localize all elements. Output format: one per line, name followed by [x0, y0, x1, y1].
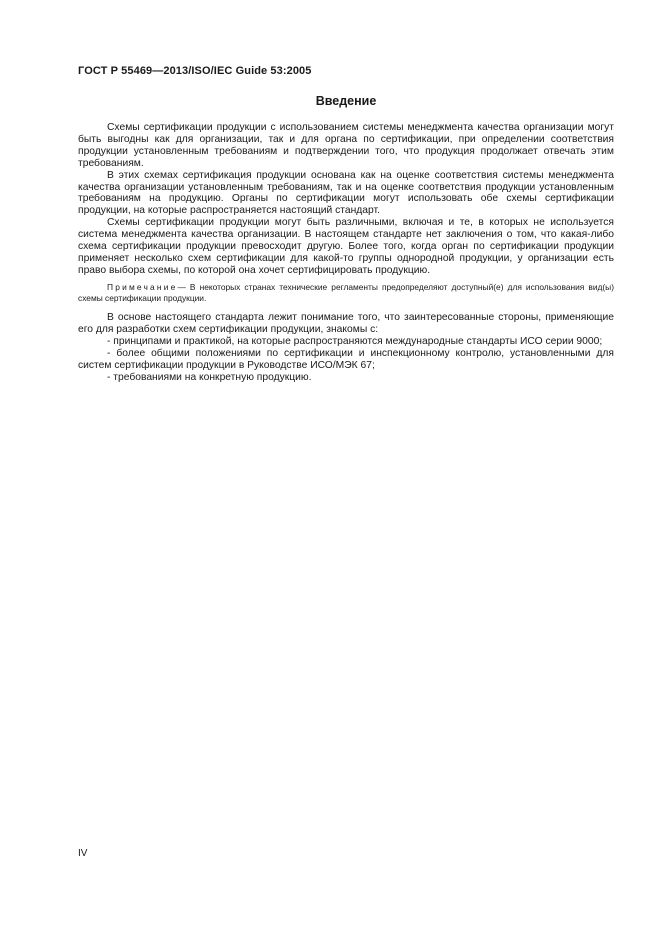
standard-designation: ГОСТ Р 55469—2013/ISO/IEC Guide 53:2005 — [78, 65, 312, 77]
list-item: - более общими положениями по сертификации и инспекционному контролю, установленными для систем сертификации продукции в Руководстве ИСО/МЭК 67; — [78, 347, 614, 371]
section-body — [78, 122, 614, 384]
paragraph: В основе настоящего стандарта лежит понимание того, что заинтересованные стороны, применяющие его для разработки схем сертификации продукции, знакомы с: — [78, 312, 614, 336]
paragraph: В этих схемах сертификация продукции основана как на оценке соответствия системы менеджмента качества организации установленным требованиям, так и на оценке соответствия продукции установленным требованиям на продукцию. Органы по сертификации могут использовать обе схемы сертификации продукции, на которые распространяется настоящий стандарт. — [78, 169, 614, 217]
note-label: Примечание — [107, 281, 178, 292]
note — [78, 282, 614, 304]
page-number: IV — [78, 848, 88, 859]
paragraph: Схемы сертификации продукции могут быть различными, включая и те, в которых не используется система менеджмента качества организации. В настоящем стандарте нет заключения о том, что какая-либо схема сертификации продукции превосходит другую. Более того, когда орган по сертификации продукции применяет несколько схем сертификации для какой-то группы однородной продукции, у организации есть право выбора схемы, по которой она хочет сертифицировать продукцию. — [78, 217, 614, 276]
list-item: - принципами и практикой, на которые распространяются международные стандарты ИСО серии 9000; — [107, 336, 603, 347]
paragraph: Схемы сертификации продукции с использованием системы менеджмента качества организации могут быть выгодны как для организации, так и для органа по сертификации, при определении соответствия продукции установленным требованиям и подтверждении того, что продукция продолжает отвечать этим требованиям. — [78, 122, 614, 169]
note-text: — В некоторых странах технические регламенты предопределяют доступный(е) для использования вид(ы) схемы сертификации продукции. — [78, 281, 614, 303]
section-title: Введение — [315, 94, 377, 108]
list-item: - требованиями на конкретную продукцию. — [107, 371, 312, 383]
